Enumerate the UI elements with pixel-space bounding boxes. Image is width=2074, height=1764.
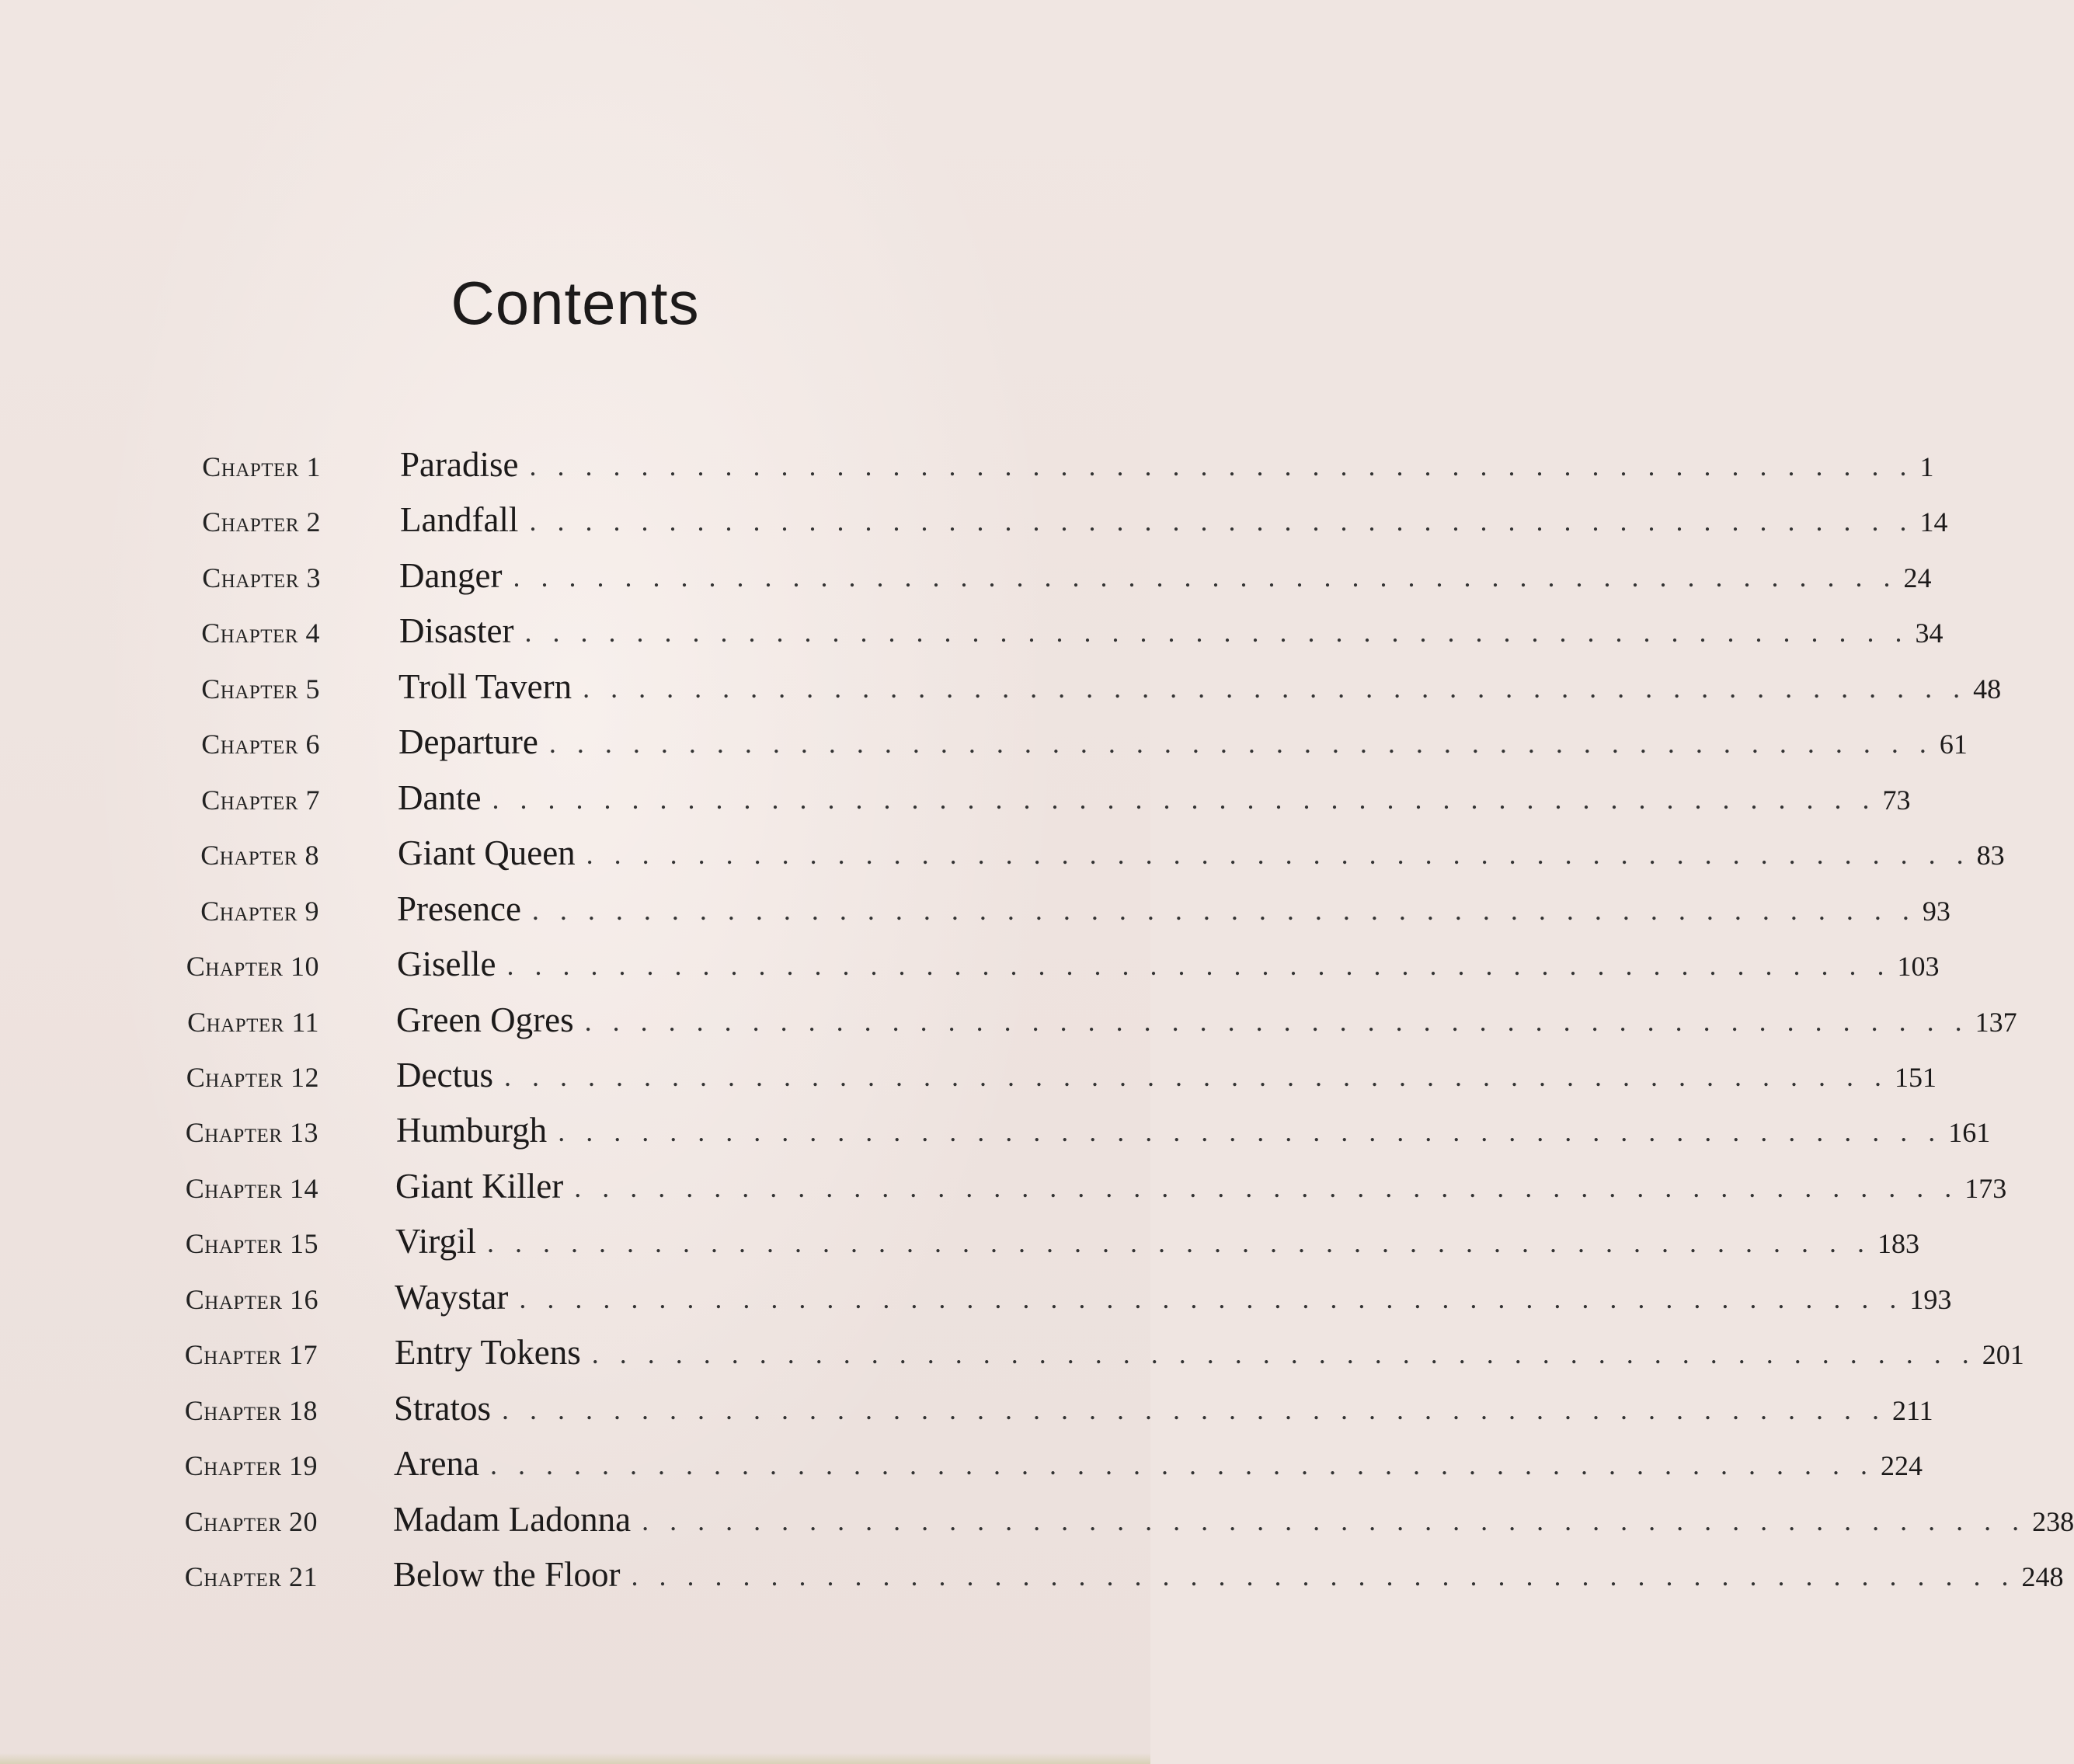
chapter-title: Danger xyxy=(399,555,503,595)
chapter-title: Green Ogres xyxy=(396,1000,574,1039)
page-number: 224 xyxy=(1880,1450,1923,1482)
toc-entry[interactable] xyxy=(395,1221,1919,1261)
page-number: 173 xyxy=(1964,1172,2007,1204)
dot-leader: . . . . . . . . . . . . . . . . . . . . . . . . . . . . . . . . . . . . . . . . . . . . . . . . . . xyxy=(529,506,1914,538)
page-title: Contents xyxy=(451,269,700,337)
chapter-label: Chapter 11 xyxy=(187,1006,319,1038)
chapter-label: Chapter 9 xyxy=(200,895,319,927)
chapter-label: Chapter 17 xyxy=(184,1339,318,1371)
toc-entry[interactable] xyxy=(393,1554,2064,1595)
chapter-title: Humburgh xyxy=(396,1111,548,1150)
page-number: 211 xyxy=(1892,1394,1933,1426)
dot-leader: . . . . . . . . . . . . . . . . . . . . . . . . . . . . . . . . . . . . . . . . . . . . . . . . . . xyxy=(531,894,1916,926)
chapter-title: Giant Queen xyxy=(398,833,576,873)
page-number: 161 xyxy=(1948,1117,1991,1149)
chapter-label: Chapter 3 xyxy=(202,562,321,593)
chapter-label: Chapter 5 xyxy=(201,673,320,705)
toc-entry[interactable] xyxy=(396,1055,1937,1095)
chapter-label: Chapter 16 xyxy=(185,1283,318,1315)
dot-leader: . . . . . . . . . . . . . . . . . . . . . . . . . . . . . . . . . . . . . . . . . . . . . . . . . . xyxy=(489,1449,1874,1481)
page-number: 34 xyxy=(1915,618,1944,649)
chapter-title: Stratos xyxy=(394,1388,492,1428)
dot-leader: . . . . . . . . . . . . . . . . . . . . . . . . . . . . . . . . . . . . . . . . . . . . . . . . . . xyxy=(583,672,1968,704)
chapter-label: Chapter 10 xyxy=(186,951,319,983)
chapter-title: Dante xyxy=(398,778,482,817)
chapter-title: Disaster xyxy=(399,611,514,651)
chapter-title: Madam Ladonna xyxy=(393,1499,632,1539)
chapter-title: Giselle xyxy=(397,945,496,984)
toc-entry[interactable] xyxy=(396,1000,2017,1040)
chapter-label: Chapter 14 xyxy=(185,1172,318,1204)
dot-leader: . . . . . . . . . . . . . . . . . . . . . . . . . . . . . . . . . . . . . . . . . . . . . . . . . . xyxy=(503,1060,1888,1092)
page-number: 151 xyxy=(1894,1061,1937,1093)
chapter-label: Chapter 19 xyxy=(184,1450,318,1482)
page-number: 183 xyxy=(1877,1228,1919,1260)
dot-leader: . . . . . . . . . . . . . . . . . . . . . . . . . . . . . . . . . . . . . . . . . . . . . . . . . . xyxy=(506,950,1891,982)
chapter-title: Departure xyxy=(398,722,538,762)
chapter-label: Chapter 1 xyxy=(202,451,321,482)
chapter-label: Chapter 8 xyxy=(200,840,319,872)
page-number: 73 xyxy=(1882,784,1911,816)
page-number: 248 xyxy=(2021,1561,2064,1592)
chapter-label: Chapter 2 xyxy=(202,506,321,538)
page-number: 1 xyxy=(1919,451,1934,482)
toc-entry[interactable] xyxy=(400,499,1948,540)
toc-entry[interactable] xyxy=(399,555,1932,596)
page-number: 61 xyxy=(1939,729,1968,760)
chapter-title: Landfall xyxy=(400,500,519,540)
chapter-label: Chapter 12 xyxy=(186,1061,319,1093)
chapter-title: Entry Tokens xyxy=(395,1333,581,1373)
dot-leader: . . . . . . . . . . . . . . . . . . . . . . . . . . . . . . . . . . . . . . . . . . . . . . . . . . xyxy=(574,1171,1959,1203)
dot-leader: . . . . . . . . . . . . . . . . . . . . . . . . . . . . . . . . . . . . . . . . . . . . . . . . . . xyxy=(548,728,1933,760)
chapter-title: Below the Floor xyxy=(393,1555,621,1594)
toc-entry[interactable] xyxy=(395,1277,1952,1317)
chapter-title: Dectus xyxy=(396,1055,493,1094)
chapter-label: Chapter 21 xyxy=(184,1561,318,1592)
dot-leader: . . . . . . . . . . . . . . . . . . . . . . . . . . . . . . . . . . . . . . . . . . . . . . . . . . xyxy=(502,1393,1887,1425)
toc-entry[interactable] xyxy=(393,1499,2074,1540)
toc-entry[interactable] xyxy=(394,1388,1933,1428)
toc-entry[interactable] xyxy=(398,833,2005,873)
chapter-label: Chapter 6 xyxy=(201,729,320,760)
toc-entry[interactable] xyxy=(396,1110,1991,1150)
dot-leader: . . . . . . . . . . . . . . . . . . . . . . . . . . . . . . . . . . . . . . . . . . . . . . . . . . xyxy=(529,451,1914,482)
dot-leader: . . . . . . . . . . . . . . . . . . . . . . . . . . . . . . . . . . . . . . . . . . . . . . . . . . xyxy=(486,1227,1871,1259)
dot-leader: . . . . . . . . . . . . . . . . . . . . . . . . . . . . . . . . . . . . . . . . . . . . . . . . . . xyxy=(519,1282,1904,1314)
dot-leader: . . . . . . . . . . . . . . . . . . . . . . . . . . . . . . . . . . . . . . . . . . . . . . . . . . xyxy=(591,1338,1976,1370)
chapter-label: Chapter 13 xyxy=(185,1117,318,1149)
chapter-label: Chapter 20 xyxy=(184,1505,318,1537)
page-number: 238 xyxy=(2032,1505,2074,1537)
page-number: 137 xyxy=(1975,1006,2017,1038)
page-number: 48 xyxy=(1973,673,2002,705)
chapter-label: Chapter 18 xyxy=(184,1394,318,1426)
toc-entry[interactable] xyxy=(397,944,1940,984)
chapter-title: Presence xyxy=(397,889,521,928)
chapter-label: Chapter 15 xyxy=(185,1228,318,1260)
toc-entry[interactable] xyxy=(394,1443,1923,1484)
toc-entry[interactable] xyxy=(395,1332,2024,1373)
dot-leader: . . . . . . . . . . . . . . . . . . . . . . . . . . . . . . . . . . . . . . . . . . . . . . . . . . xyxy=(586,839,1971,871)
dot-leader: . . . . . . . . . . . . . . . . . . . . . . . . . . . . . . . . . . . . . . . . . . . . . . . . . . xyxy=(642,1505,2027,1536)
toc-entry[interactable] xyxy=(398,722,1968,762)
chapter-label: Chapter 7 xyxy=(201,784,320,816)
chapter-title: Arena xyxy=(394,1444,479,1484)
dot-leader: . . . . . . . . . . . . . . . . . . . . . . . . . . . . . . . . . . . . . . . . . . . . . . . . . . xyxy=(584,1005,1969,1037)
dot-leader: . . . . . . . . . . . . . . . . . . . . . . . . . . . . . . . . . . . . . . . . . . . . . . . . . . xyxy=(513,561,1898,593)
toc-entry[interactable] xyxy=(397,889,1950,929)
page-number: 83 xyxy=(1976,840,2005,872)
toc-entry[interactable] xyxy=(399,611,1944,651)
dot-leader: . . . . . . . . . . . . . . . . . . . . . . . . . . . . . . . . . . . . . . . . . . . . . . . . . . xyxy=(558,1116,1943,1148)
toc-entry[interactable] xyxy=(400,444,1934,485)
toc-entry[interactable] xyxy=(398,666,2002,707)
chapter-title: Virgil xyxy=(395,1222,476,1261)
page-number: 103 xyxy=(1897,951,1940,983)
dot-leader: . . . . . . . . . . . . . . . . . . . . . . . . . . . . . . . . . . . . . . . . . . . . . . . . . . xyxy=(631,1560,2016,1592)
dot-leader: . . . . . . . . . . . . . . . . . . . . . . . . . . . . . . . . . . . . . . . . . . . . . . . . . . xyxy=(492,783,1877,815)
chapter-title: Paradise xyxy=(400,445,519,484)
toc-entry[interactable] xyxy=(398,778,1911,818)
chapter-title: Troll Tavern xyxy=(398,666,572,706)
page-bottom-edge xyxy=(0,1753,1150,1764)
page-number: 193 xyxy=(1909,1283,1952,1315)
dot-leader: . . . . . . . . . . . . . . . . . . . . . . . . . . . . . . . . . . . . . . . . . . . . . . . . . . xyxy=(524,617,1909,649)
page-number: 24 xyxy=(1903,562,1932,593)
chapter-title: Giant Killer xyxy=(395,1166,564,1206)
chapter-label: Chapter 4 xyxy=(201,618,320,649)
page-number: 93 xyxy=(1922,895,1950,927)
chapter-title: Waystar xyxy=(395,1277,509,1317)
page-number: 14 xyxy=(1919,506,1948,538)
page-number: 201 xyxy=(1982,1339,2024,1371)
toc-entry[interactable] xyxy=(395,1166,2007,1206)
